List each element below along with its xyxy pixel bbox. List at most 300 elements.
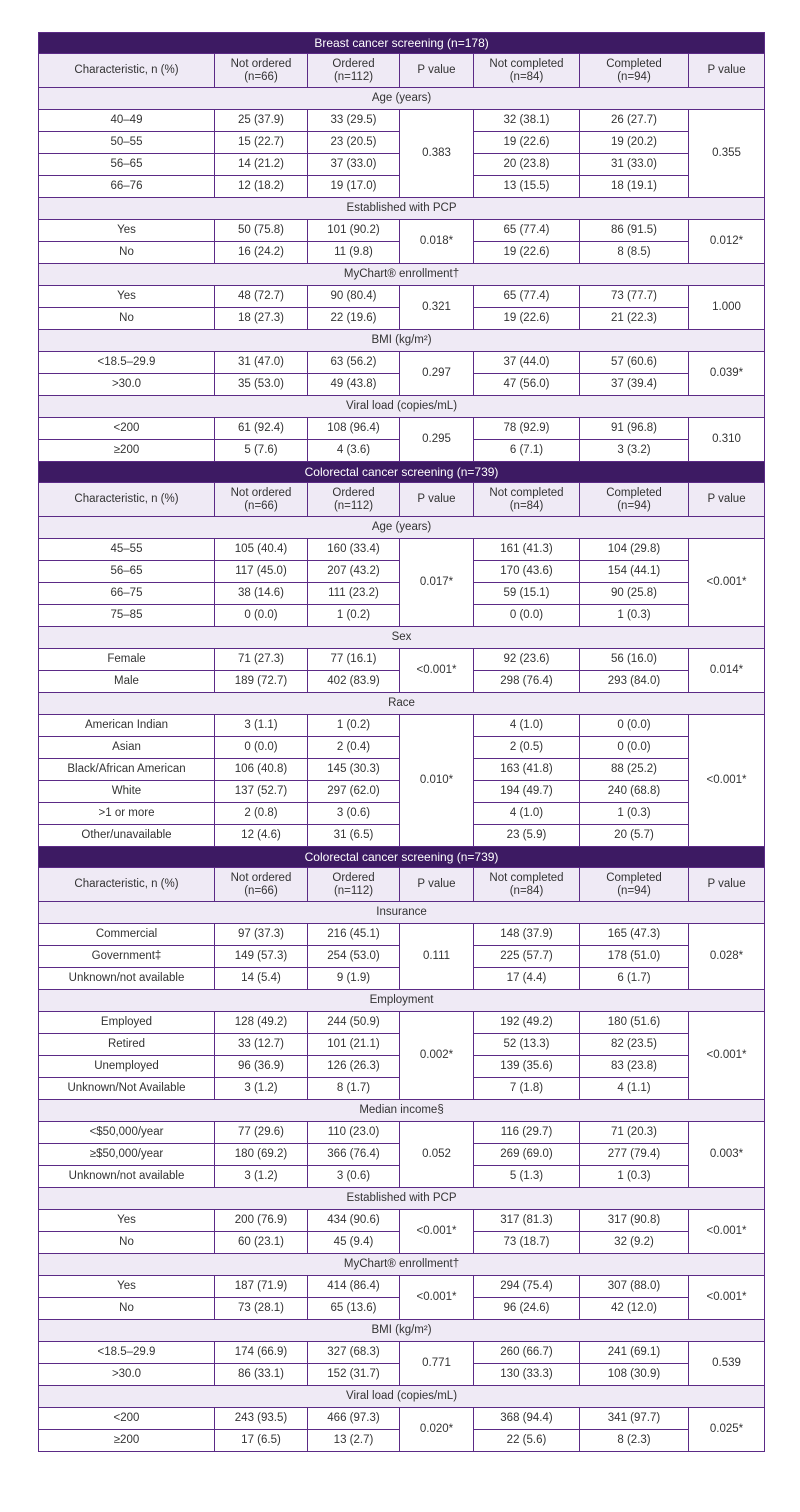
cell-completed: 32 (9.2) (580, 1232, 689, 1254)
p-value-ordering: 0.111 (400, 924, 474, 990)
row-label: Retired (39, 1034, 215, 1056)
cell-ordered: 126 (26.3) (308, 1056, 400, 1078)
row-label: 75–85 (39, 605, 215, 627)
cell-not-completed: 19 (22.6) (474, 132, 580, 154)
row-label: Unknown/not available (39, 968, 215, 990)
cell-ordered: 101 (90.2) (308, 220, 400, 242)
screening-table-container (38, 32, 764, 1452)
section-header-row (39, 198, 765, 220)
p-value-ordering: 0.321 (400, 286, 474, 330)
row-label: Black/African American (39, 759, 215, 781)
section-header-row (39, 1386, 765, 1408)
p-value-completion: 0.012* (689, 220, 765, 264)
cell-not-ordered: 200 (76.9) (215, 1210, 308, 1232)
cell-ordered: 327 (68.3) (308, 1342, 400, 1364)
table-title-row (39, 847, 765, 868)
screening-characteristics-table (38, 32, 765, 1452)
cell-completed: 71 (20.3) (580, 1122, 689, 1144)
row-label: <200 (39, 1408, 215, 1430)
column-header-line: Not ordered (230, 57, 292, 70)
cell-not-completed: 4 (1.0) (474, 803, 580, 825)
cell-ordered: 466 (97.3) (308, 1408, 400, 1430)
column-header (39, 54, 215, 88)
table-title: Colorectal cancer screening (n=739) (39, 847, 765, 868)
cell-completed: 20 (5.7) (580, 825, 689, 847)
cell-not-ordered: 18 (27.3) (215, 308, 308, 330)
section-label: Sex (39, 627, 765, 649)
cell-not-ordered: 48 (72.7) (215, 286, 308, 308)
column-header-line: (n=112) (333, 70, 374, 83)
cell-completed: 293 (84.0) (580, 671, 689, 693)
table-row (39, 1012, 765, 1034)
cell-not-ordered: 12 (4.6) (215, 825, 308, 847)
cell-not-completed: 92 (23.6) (474, 649, 580, 671)
p-value-ordering: <0.001* (400, 649, 474, 693)
cell-completed: 86 (91.5) (580, 220, 689, 242)
cell-completed: 0 (0.0) (580, 737, 689, 759)
row-label: No (39, 1232, 215, 1254)
cell-ordered: 33 (29.5) (308, 110, 400, 132)
column-header-line: (n=84) (509, 499, 544, 512)
cell-ordered: 22 (19.6) (308, 308, 400, 330)
section-header-row (39, 330, 765, 352)
table-title: Breast cancer screening (n=178) (39, 33, 765, 54)
column-header-line: Ordered (332, 486, 375, 499)
cell-ordered: 244 (50.9) (308, 1012, 400, 1034)
cell-not-ordered: 61 (92.4) (215, 418, 308, 440)
cell-not-completed: 225 (57.7) (474, 946, 580, 968)
p-value-completion: 0.355 (689, 110, 765, 198)
cell-completed: 178 (51.0) (580, 946, 689, 968)
row-label: 50–55 (39, 132, 215, 154)
column-header-line: (n=112) (333, 499, 374, 512)
cell-ordered: 90 (80.4) (308, 286, 400, 308)
cell-ordered: 434 (90.6) (308, 1210, 400, 1232)
column-header (400, 868, 474, 902)
section-header-row (39, 396, 765, 418)
p-value-completion: <0.001* (689, 715, 765, 847)
cell-not-ordered: 0 (0.0) (215, 737, 308, 759)
cell-ordered: 63 (56.2) (308, 352, 400, 374)
cell-not-ordered: 15 (22.7) (215, 132, 308, 154)
cell-completed: 83 (23.8) (580, 1056, 689, 1078)
cell-not-completed: 65 (77.4) (474, 220, 580, 242)
row-label: Yes (39, 1276, 215, 1298)
cell-ordered: 3 (0.6) (308, 1166, 400, 1188)
table-title: Colorectal cancer screening (n=739) (39, 462, 765, 483)
cell-not-ordered: 86 (33.1) (215, 1364, 308, 1386)
column-header (689, 868, 765, 902)
cell-completed: 42 (12.0) (580, 1298, 689, 1320)
row-label: 56–65 (39, 154, 215, 176)
cell-completed: 6 (1.7) (580, 968, 689, 990)
section-label: Viral load (copies/mL) (39, 1386, 765, 1408)
cell-not-ordered: 3 (1.1) (215, 715, 308, 737)
section-label: Established with PCP (39, 1188, 765, 1210)
p-value-ordering: 0.020* (400, 1408, 474, 1452)
row-label: White (39, 781, 215, 803)
cell-completed: 88 (25.2) (580, 759, 689, 781)
cell-not-completed: 32 (38.1) (474, 110, 580, 132)
column-header-line: (n=94) (617, 70, 651, 83)
cell-not-ordered: 128 (49.2) (215, 1012, 308, 1034)
cell-completed: 317 (90.8) (580, 1210, 689, 1232)
p-value-completion: 0.539 (689, 1342, 765, 1386)
p-value-ordering: 0.383 (400, 110, 474, 198)
column-header-line: Not completed (489, 486, 564, 499)
cell-not-ordered: 33 (12.7) (215, 1034, 308, 1056)
cell-not-completed: 294 (75.4) (474, 1276, 580, 1298)
table-row (39, 110, 765, 132)
p-value-ordering: 0.297 (400, 352, 474, 396)
table-body (39, 33, 765, 1452)
row-label: Employed (39, 1012, 215, 1034)
column-header-line: (n=84) (509, 884, 544, 897)
cell-not-ordered: 5 (7.6) (215, 440, 308, 462)
section-label: Age (years) (39, 517, 765, 539)
row-label: >30.0 (39, 374, 215, 396)
row-label: Female (39, 649, 215, 671)
cell-not-ordered: 77 (29.6) (215, 1122, 308, 1144)
table-row (39, 1276, 765, 1298)
row-label: ≥200 (39, 440, 215, 462)
cell-not-completed: 368 (94.4) (474, 1408, 580, 1430)
row-label: 56–65 (39, 561, 215, 583)
cell-not-ordered: 38 (14.6) (215, 583, 308, 605)
cell-not-completed: 269 (69.0) (474, 1144, 580, 1166)
row-label: Yes (39, 286, 215, 308)
cell-completed: 1 (0.3) (580, 803, 689, 825)
column-header (215, 868, 308, 902)
row-label: Yes (39, 1210, 215, 1232)
column-header-line: P value (707, 878, 746, 890)
column-header-line: Characteristic, n (%) (74, 64, 179, 76)
cell-not-completed: 20 (23.8) (474, 154, 580, 176)
table-row (39, 352, 765, 374)
cell-not-ordered: 35 (53.0) (215, 374, 308, 396)
cell-ordered: 19 (17.0) (308, 176, 400, 198)
p-value-ordering: 0.771 (400, 1342, 474, 1386)
cell-ordered: 1 (0.2) (308, 715, 400, 737)
cell-not-completed: 13 (15.5) (474, 176, 580, 198)
cell-completed: 4 (1.1) (580, 1078, 689, 1100)
cell-not-completed: 96 (24.6) (474, 1298, 580, 1320)
section-label: MyChart® enrollment† (39, 264, 765, 286)
cell-not-completed: 5 (1.3) (474, 1166, 580, 1188)
cell-completed: 82 (23.5) (580, 1034, 689, 1056)
column-header-line: Ordered (332, 871, 375, 884)
cell-ordered: 11 (9.8) (308, 242, 400, 264)
column-header-row (39, 54, 765, 88)
column-header-line: (n=112) (333, 884, 374, 897)
section-label: BMI (kg/m²) (39, 330, 765, 352)
cell-not-completed: 163 (41.8) (474, 759, 580, 781)
section-label: MyChart® enrollment† (39, 1254, 765, 1276)
cell-ordered: 160 (33.4) (308, 539, 400, 561)
p-value-completion: 1.000 (689, 286, 765, 330)
cell-ordered: 37 (33.0) (308, 154, 400, 176)
cell-ordered: 108 (96.4) (308, 418, 400, 440)
section-label: Established with PCP (39, 198, 765, 220)
cell-completed: 57 (60.6) (580, 352, 689, 374)
p-value-completion: 0.310 (689, 418, 765, 462)
cell-completed: 165 (47.3) (580, 924, 689, 946)
cell-not-ordered: 14 (5.4) (215, 968, 308, 990)
cell-not-completed: 170 (43.6) (474, 561, 580, 583)
cell-not-completed: 2 (0.5) (474, 737, 580, 759)
table-row (39, 924, 765, 946)
column-header-line: Not completed (489, 57, 564, 70)
cell-not-completed: 23 (5.9) (474, 825, 580, 847)
cell-ordered: 152 (31.7) (308, 1364, 400, 1386)
column-header-line: (n=66) (244, 499, 278, 512)
cell-not-ordered: 2 (0.8) (215, 803, 308, 825)
cell-not-completed: 260 (66.7) (474, 1342, 580, 1364)
section-label: Age (years) (39, 88, 765, 110)
cell-not-ordered: 96 (36.9) (215, 1056, 308, 1078)
row-label: Unknown/Not Available (39, 1078, 215, 1100)
cell-ordered: 23 (20.5) (308, 132, 400, 154)
column-header (580, 868, 689, 902)
section-header-row (39, 1188, 765, 1210)
row-label: 66–75 (39, 583, 215, 605)
section-header-row (39, 990, 765, 1012)
cell-not-ordered: 12 (18.2) (215, 176, 308, 198)
column-header (580, 54, 689, 88)
cell-not-completed: 78 (92.9) (474, 418, 580, 440)
cell-completed: 241 (69.1) (580, 1342, 689, 1364)
row-label: 45–55 (39, 539, 215, 561)
cell-not-completed: 47 (56.0) (474, 374, 580, 396)
cell-not-completed: 19 (22.6) (474, 308, 580, 330)
cell-ordered: 110 (23.0) (308, 1122, 400, 1144)
cell-not-ordered: 106 (40.8) (215, 759, 308, 781)
column-header-line: Not ordered (230, 871, 292, 884)
cell-ordered: 4 (3.6) (308, 440, 400, 462)
cell-completed: 19 (20.2) (580, 132, 689, 154)
column-header (474, 483, 580, 517)
row-label: <$50,000/year (39, 1122, 215, 1144)
cell-completed: 108 (30.9) (580, 1364, 689, 1386)
cell-ordered: 1 (0.2) (308, 605, 400, 627)
section-header-row (39, 88, 765, 110)
table-row (39, 715, 765, 737)
section-header-row (39, 902, 765, 924)
section-header-row (39, 627, 765, 649)
cell-ordered: 216 (45.1) (308, 924, 400, 946)
column-header (689, 483, 765, 517)
cell-ordered: 297 (62.0) (308, 781, 400, 803)
p-value-completion: <0.001* (689, 539, 765, 627)
column-header-line: P value (417, 493, 456, 505)
column-header-line: P value (707, 64, 746, 76)
section-label: Insurance (39, 902, 765, 924)
p-value-completion: 0.028* (689, 924, 765, 990)
cell-ordered: 402 (83.9) (308, 671, 400, 693)
cell-not-completed: 194 (49.7) (474, 781, 580, 803)
cell-not-ordered: 14 (21.2) (215, 154, 308, 176)
cell-not-completed: 148 (37.9) (474, 924, 580, 946)
p-value-completion: 0.003* (689, 1122, 765, 1188)
column-header (39, 868, 215, 902)
column-header-row (39, 868, 765, 902)
row-label: <18.5–29.9 (39, 352, 215, 374)
section-label: Race (39, 693, 765, 715)
table-row (39, 286, 765, 308)
row-label: Male (39, 671, 215, 693)
cell-completed: 56 (16.0) (580, 649, 689, 671)
section-label: BMI (kg/m²) (39, 1320, 765, 1342)
cell-not-ordered: 189 (72.7) (215, 671, 308, 693)
section-label: Viral load (copies/mL) (39, 396, 765, 418)
table-row (39, 220, 765, 242)
section-header-row (39, 517, 765, 539)
cell-not-completed: 22 (5.6) (474, 1430, 580, 1452)
cell-completed: 73 (77.7) (580, 286, 689, 308)
cell-not-ordered: 105 (40.4) (215, 539, 308, 561)
cell-not-ordered: 73 (28.1) (215, 1298, 308, 1320)
row-label: No (39, 1298, 215, 1320)
cell-not-completed: 17 (4.4) (474, 968, 580, 990)
cell-not-completed: 139 (35.6) (474, 1056, 580, 1078)
p-value-ordering: 0.018* (400, 220, 474, 264)
cell-not-completed: 6 (7.1) (474, 440, 580, 462)
section-label: Median income§ (39, 1100, 765, 1122)
cell-completed: 8 (8.5) (580, 242, 689, 264)
p-value-ordering: <0.001* (400, 1276, 474, 1320)
cell-not-ordered: 50 (75.8) (215, 220, 308, 242)
cell-not-completed: 65 (77.4) (474, 286, 580, 308)
cell-ordered: 254 (53.0) (308, 946, 400, 968)
cell-not-ordered: 174 (66.9) (215, 1342, 308, 1364)
cell-not-ordered: 187 (71.9) (215, 1276, 308, 1298)
cell-not-completed: 298 (76.4) (474, 671, 580, 693)
column-header-line: Not ordered (230, 486, 292, 499)
cell-ordered: 101 (21.1) (308, 1034, 400, 1056)
cell-not-ordered: 17 (6.5) (215, 1430, 308, 1452)
p-value-ordering: 0.295 (400, 418, 474, 462)
cell-ordered: 2 (0.4) (308, 737, 400, 759)
cell-not-ordered: 16 (24.2) (215, 242, 308, 264)
column-header (39, 483, 215, 517)
cell-not-ordered: 60 (23.1) (215, 1232, 308, 1254)
table-title-row (39, 33, 765, 54)
row-label: >1 or more (39, 803, 215, 825)
cell-not-ordered: 117 (45.0) (215, 561, 308, 583)
table-row (39, 1122, 765, 1144)
column-header (580, 483, 689, 517)
cell-not-completed: 0 (0.0) (474, 605, 580, 627)
cell-not-ordered: 25 (37.9) (215, 110, 308, 132)
table-row (39, 649, 765, 671)
column-header-line: Characteristic, n (%) (74, 493, 179, 505)
section-header-row (39, 1254, 765, 1276)
row-label: Yes (39, 220, 215, 242)
p-value-ordering: 0.002* (400, 1012, 474, 1100)
cell-not-completed: 7 (1.8) (474, 1078, 580, 1100)
cell-completed: 154 (44.1) (580, 561, 689, 583)
row-label: >30.0 (39, 1364, 215, 1386)
cell-ordered: 9 (1.9) (308, 968, 400, 990)
row-label: <18.5–29.9 (39, 1342, 215, 1364)
cell-ordered: 111 (23.2) (308, 583, 400, 605)
p-value-completion: 0.025* (689, 1408, 765, 1452)
row-label: Unemployed (39, 1056, 215, 1078)
cell-completed: 104 (29.8) (580, 539, 689, 561)
cell-completed: 277 (79.4) (580, 1144, 689, 1166)
column-header (689, 54, 765, 88)
row-label: American Indian (39, 715, 215, 737)
cell-ordered: 31 (6.5) (308, 825, 400, 847)
column-header (400, 483, 474, 517)
column-header (308, 868, 400, 902)
column-header-line: (n=94) (617, 884, 651, 897)
column-header (215, 54, 308, 88)
table-row (39, 1210, 765, 1232)
column-header-line: P value (417, 878, 456, 890)
cell-ordered: 65 (13.6) (308, 1298, 400, 1320)
cell-completed: 240 (68.8) (580, 781, 689, 803)
cell-not-ordered: 71 (27.3) (215, 649, 308, 671)
cell-not-completed: 52 (13.3) (474, 1034, 580, 1056)
column-header (308, 483, 400, 517)
row-label: Unknown/not available (39, 1166, 215, 1188)
cell-not-ordered: 3 (1.2) (215, 1078, 308, 1100)
row-label: 40–49 (39, 110, 215, 132)
cell-ordered: 45 (9.4) (308, 1232, 400, 1254)
cell-ordered: 366 (76.4) (308, 1144, 400, 1166)
cell-not-completed: 19 (22.6) (474, 242, 580, 264)
cell-not-completed: 161 (41.3) (474, 539, 580, 561)
column-header (474, 54, 580, 88)
row-label: No (39, 242, 215, 264)
cell-not-ordered: 180 (69.2) (215, 1144, 308, 1166)
table-row (39, 539, 765, 561)
cell-not-completed: 59 (15.1) (474, 583, 580, 605)
cell-ordered: 207 (43.2) (308, 561, 400, 583)
table-row (39, 1408, 765, 1430)
row-label: Commercial (39, 924, 215, 946)
cell-completed: 26 (27.7) (580, 110, 689, 132)
cell-not-completed: 4 (1.0) (474, 715, 580, 737)
column-header-row (39, 483, 765, 517)
cell-not-ordered: 137 (52.7) (215, 781, 308, 803)
section-header-row (39, 693, 765, 715)
column-header-line: (n=84) (509, 70, 544, 83)
column-header-line: Completed (606, 486, 662, 499)
cell-completed: 3 (3.2) (580, 440, 689, 462)
column-header-line: Ordered (332, 57, 375, 70)
cell-ordered: 8 (1.7) (308, 1078, 400, 1100)
column-header (474, 868, 580, 902)
cell-completed: 31 (33.0) (580, 154, 689, 176)
cell-ordered: 77 (16.1) (308, 649, 400, 671)
row-label: Other/unavailable (39, 825, 215, 847)
cell-not-completed: 192 (49.2) (474, 1012, 580, 1034)
cell-completed: 180 (51.6) (580, 1012, 689, 1034)
p-value-ordering: 0.017* (400, 539, 474, 627)
cell-not-completed: 37 (44.0) (474, 352, 580, 374)
row-label: 66–76 (39, 176, 215, 198)
column-header (215, 483, 308, 517)
row-label: Government‡ (39, 946, 215, 968)
column-header-line: (n=94) (617, 499, 651, 512)
cell-completed: 0 (0.0) (580, 715, 689, 737)
table-title-row (39, 462, 765, 483)
column-header-line: Completed (606, 871, 662, 884)
p-value-ordering: <0.001* (400, 1210, 474, 1254)
cell-completed: 18 (19.1) (580, 176, 689, 198)
